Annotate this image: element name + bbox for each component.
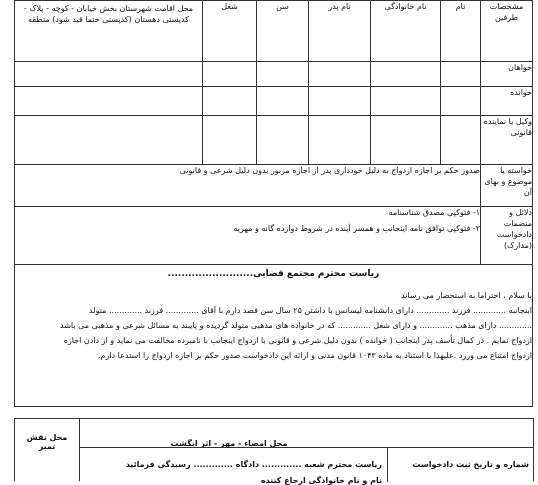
plaintiff-last-name[interactable]: [371, 62, 441, 87]
signature-label: محل امضاء - مهر - اثر انگشت: [170, 439, 288, 448]
defendant-father-name[interactable]: [309, 87, 371, 116]
plaintiff-age[interactable]: [257, 62, 309, 87]
lawyer-father-name[interactable]: [309, 116, 371, 165]
evidence-item-1: ۱- فتوکپی مصدق شناسنامه: [388, 208, 480, 217]
header-first-name: نام: [441, 1, 481, 62]
request-text: صدور حکم بر اجازه ازدواج به دلیل خودداری پدر از اجازه مزبور بدون دلیل شرعی و قانونی: [15, 165, 481, 207]
plaintiff-father-name[interactable]: [309, 62, 371, 87]
stamp-area: [15, 419, 80, 481]
lawyer-job[interactable]: [203, 116, 257, 165]
header-residence-label: محل اقامت: [154, 4, 194, 13]
evidence-list: [15, 207, 481, 265]
defendant-residence[interactable]: [15, 87, 203, 116]
referrer-name-line: نام و نام خانوادگی ارجاع کننده: [260, 476, 382, 485]
body-line-1: با سلام ، احتراما به استحضار می رساند: [400, 291, 532, 300]
registration-label: شماره و تاریخ ثبت دادخواست: [412, 460, 529, 469]
lawyer-first-name[interactable]: [441, 116, 481, 165]
header-father-name: نام پدر: [309, 1, 371, 62]
court-referral-line: ریاست محترم شعبه ............. دادگاه ............. رسیدگی فرمائید: [125, 460, 382, 469]
plaintiff-job[interactable]: [203, 62, 257, 87]
header-job: شغل: [203, 1, 257, 62]
petition-table: [14, 0, 533, 407]
footer-section: [14, 418, 534, 485]
body-text: [15, 288, 532, 363]
plaintiff-first-name[interactable]: [441, 62, 481, 87]
defendant-age[interactable]: [257, 87, 309, 116]
header-residence: [15, 1, 203, 62]
header-specs: مشخصات طرفین: [481, 1, 533, 62]
header-last-name: نام خانوادگی: [371, 1, 441, 62]
body-line-3: ............. دارای مذهب ............. و دارای شغل ............. که در خانواده های مذهبی متولد گردیده و پایبند به مسائل شرعی و مذهبی می باشد: [60, 321, 532, 330]
evidence-item-2: ۲- فتوکپی توافق نامه اینجانب و همسر آینده در شروط دوازده گانه و مهریه: [233, 224, 480, 233]
petition-body: [15, 265, 533, 407]
stamp-label: محل نقش تمبر: [26, 433, 68, 451]
registration-box: [387, 447, 533, 482]
header-age: سن: [257, 1, 309, 62]
body-line-2: اینجانبه ............. فرزند ............. دارای دانشنامه لیسانس با داشتن ۲۵ سال سن قصد دارم با آقای ............. فرزند ............. متولد: [89, 306, 532, 315]
lawyer-residence[interactable]: [15, 116, 203, 165]
defendant-job[interactable]: [203, 87, 257, 116]
request-label: خواسته یا موضوع و بهای آن: [481, 165, 533, 207]
lawyer-age[interactable]: [257, 116, 309, 165]
defendant-last-name[interactable]: [371, 87, 441, 116]
row-label-defendant: خوانده: [481, 87, 533, 116]
body-line-4: ازدواج نمایم . در کمال تأسف پدر اینجانب ( خوانده ) بدون دلیل شرعی و قانونی با ازدواج اینجانب با نامبرده مخالفت می نماید و از دادن اجازه: [63, 336, 532, 345]
court-referral: [79, 447, 388, 485]
evidence-label: دلائل و منضمات دادخواست (مدارک): [481, 207, 533, 265]
row-label-plaintiff: خواهان: [481, 62, 533, 87]
lawyer-last-name[interactable]: [371, 116, 441, 165]
defendant-first-name[interactable]: [441, 87, 481, 116]
plaintiff-residence[interactable]: [15, 62, 203, 87]
body-line-5: ازدواج امتناع می ورزد .علیهذا با استناد به ماده ۱۰۴۳ قانون مدنی و ارائه این دادخواست صدور حکم بر اجازه ازدواج را استدعا دارم.: [97, 351, 532, 360]
body-title: ریاست محترم مجتمع قضایی.........................: [167, 269, 380, 279]
row-label-lawyer: وکیل یا نماینده قانونی: [481, 116, 533, 165]
header-residence-detail: شهرستان بخش خیابان - کوچه - پلاک - کدپستی دهستان (کدپستی حتما قید شود) منطقه: [23, 4, 189, 24]
